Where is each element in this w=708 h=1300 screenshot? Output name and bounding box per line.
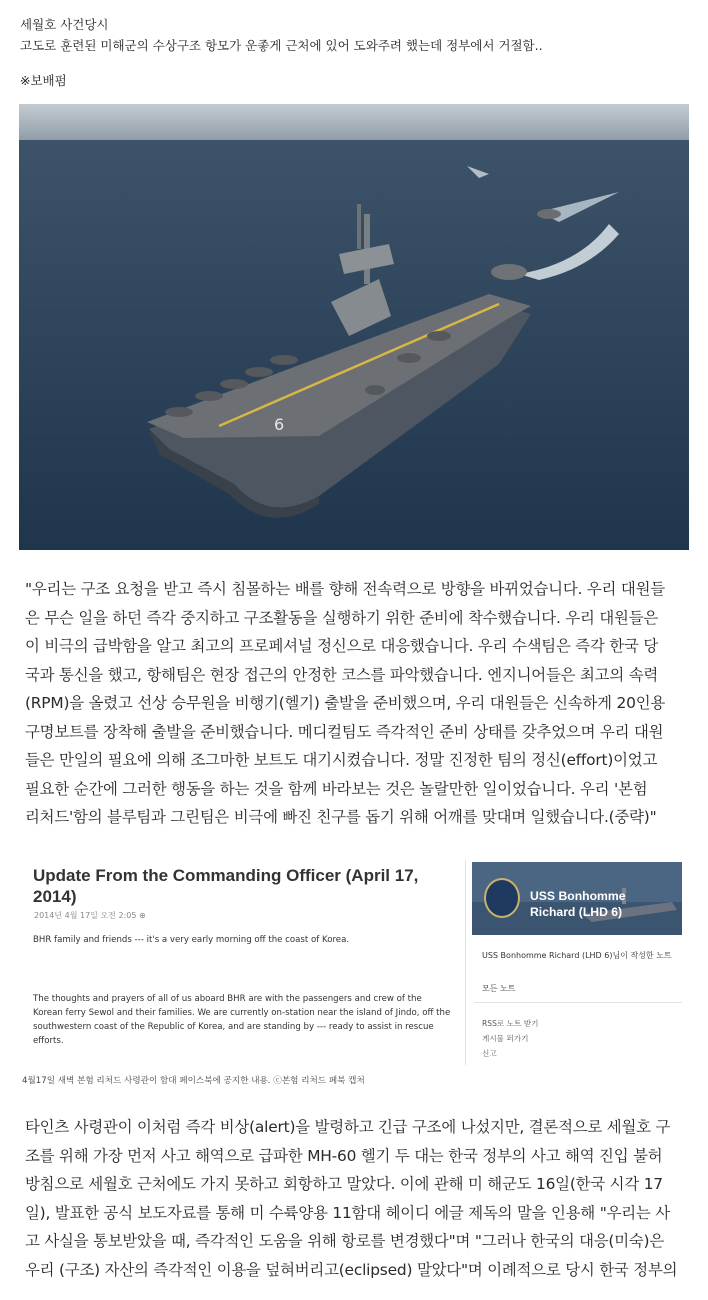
quote-line: 필요한 순간에 그러한 행동을 하는 것을 함께 바라보는 것은 놀랄만한 일이었습니다. 우리 '본험 [25, 779, 648, 798]
image-caption: 4월17일 새벽 본험 리처드 사령관이 함대 페이스북에 공지한 내용. ⓒ본험 리처드 페북 캡처 [22, 1076, 365, 1086]
note-paragraph: The thoughts and prayers of all of us aboard BHR are with the passengers and crew of the Korean ferry Sewol and their families. We are currently on-station near the island of Jindo, off the southwestern coast of the Republic of Korea, and are standing by --- ready to assist in rescue efforts. [33, 994, 451, 1046]
note-date: 2014년 4월 17일 오전 2:05 ⊕ [34, 911, 146, 920]
note-author-line[interactable]: USS Bonhomme Richard (LHD 6)님이 작성한 노트 [482, 951, 672, 960]
post-title: 세월호 사건당시 [20, 17, 109, 32]
quote-line: 들은 만일의 필요에 의해 조그마한 보트도 대기시켰습니다. 정말 진정한 팀의 정신(effort)이었고 [25, 751, 658, 769]
facebook-note-screenshot [20, 855, 684, 1095]
rss-link[interactable]: RSS로 노트 받기 [482, 1019, 539, 1028]
body-line: 방침으로 세월호 근처에도 가지 못하고 회항하고 말았다. 이에 관해 미 해군도 16일(한국 시각 17 [25, 1175, 663, 1193]
hull-number: 6 [274, 415, 285, 434]
all-notes-link[interactable]: 모든 노트 [482, 984, 516, 993]
quote-line: 은 무슨 일을 하던 즉각 중지하고 구조활동을 실행하기 위한 준비에 착수했습니다. 우리 대원들은 [25, 608, 659, 627]
embed-post-link[interactable]: 게시물 퍼가기 [482, 1034, 529, 1043]
quote-line: 리처드'함의 블루팀과 그린팀은 비극에 빠진 친구를 돕기 위해 어깨를 맞대며 일했습니다.(중략)" [25, 808, 657, 826]
page-cover [472, 862, 682, 935]
note-title: Update From the Commanding Officer (April 17, 2014) [33, 866, 419, 906]
globe-icon: ⊕ [138, 911, 146, 920]
source-note: ※보배펌 [20, 73, 67, 88]
report-link[interactable]: 신고 [482, 1049, 497, 1058]
divider [474, 1002, 682, 1003]
note-paragraph: BHR family and friends --- it's a very early morning off the coast of Korea. [33, 935, 350, 945]
quote-line: 국과 통신을 했고, 항해팀은 현장 접근의 안정한 코스를 파악했습니다. 엔지니어들은 최고의 속력 [25, 665, 659, 684]
quote-line: 구명보트를 장착해 출발을 준비했습니다. 메디컬팀도 즉각적인 준비 상태를 갖추었으며 우리 대원 [25, 722, 664, 741]
article-body [25, 1113, 685, 1284]
note-sidebar [465, 860, 682, 1065]
body-line: 일), 발표한 공식 보도자료를 통해 미 수륙양용 11함대 헤이디 에글 제독의 말을 인용해 "우리는 사 [25, 1203, 670, 1222]
body-line: 고 사실을 통보받았을 때, 즉각적인 도움을 위해 항로를 변경했다"며 "그러나 한국의 대응(미숙)은 [25, 1232, 665, 1250]
body-line: 조를 위해 가장 먼저 사고 해역으로 급파한 MH-60 헬기 두 대는 한국 정부의 사고 해역 진입 불허 [25, 1146, 663, 1165]
body-line: 타인츠 사령관이 이처럼 즉각 비상(alert)을 발령하고 긴급 구조에 나섰지만, 결론적으로 세월호 구 [25, 1118, 671, 1136]
post-subtitle: 고도로 훈련된 미해군의 수상구조 항모가 운좋게 근처에 있어 도와주려 했는데 정부에서 거절함.. [20, 38, 543, 53]
quote-line: "우리는 구조 요청을 받고 즉시 침몰하는 배를 향해 전속력으로 방향을 바뀌었습니다. 우리 대원들 [25, 580, 665, 598]
quote-line: 이 비극의 급박함을 알고 최고의 프로페셔널 정신으로 대응했습니다. 우리 수색팀은 즉각 한국 당 [25, 637, 659, 655]
quote-line: (RPM)을 올렸고 선상 승무원을 비행기(헬기) 출발을 준비했으며, 우리 대원들은 신속하게 20인용 [25, 694, 666, 712]
page-name[interactable]: USS Bonhomme Richard (LHD 6) [530, 889, 626, 919]
post-header [20, 14, 543, 91]
ship-photo [19, 104, 689, 550]
page-logo [484, 878, 520, 918]
body-line: 우리 (구조) 자산의 즉각적인 이용을 덮혀버리고(eclipsed) 말았다"며 이례적으로 당시 한국 정부의 [25, 1260, 678, 1279]
translated-quote [25, 575, 685, 832]
ship-illustration [19, 104, 689, 550]
